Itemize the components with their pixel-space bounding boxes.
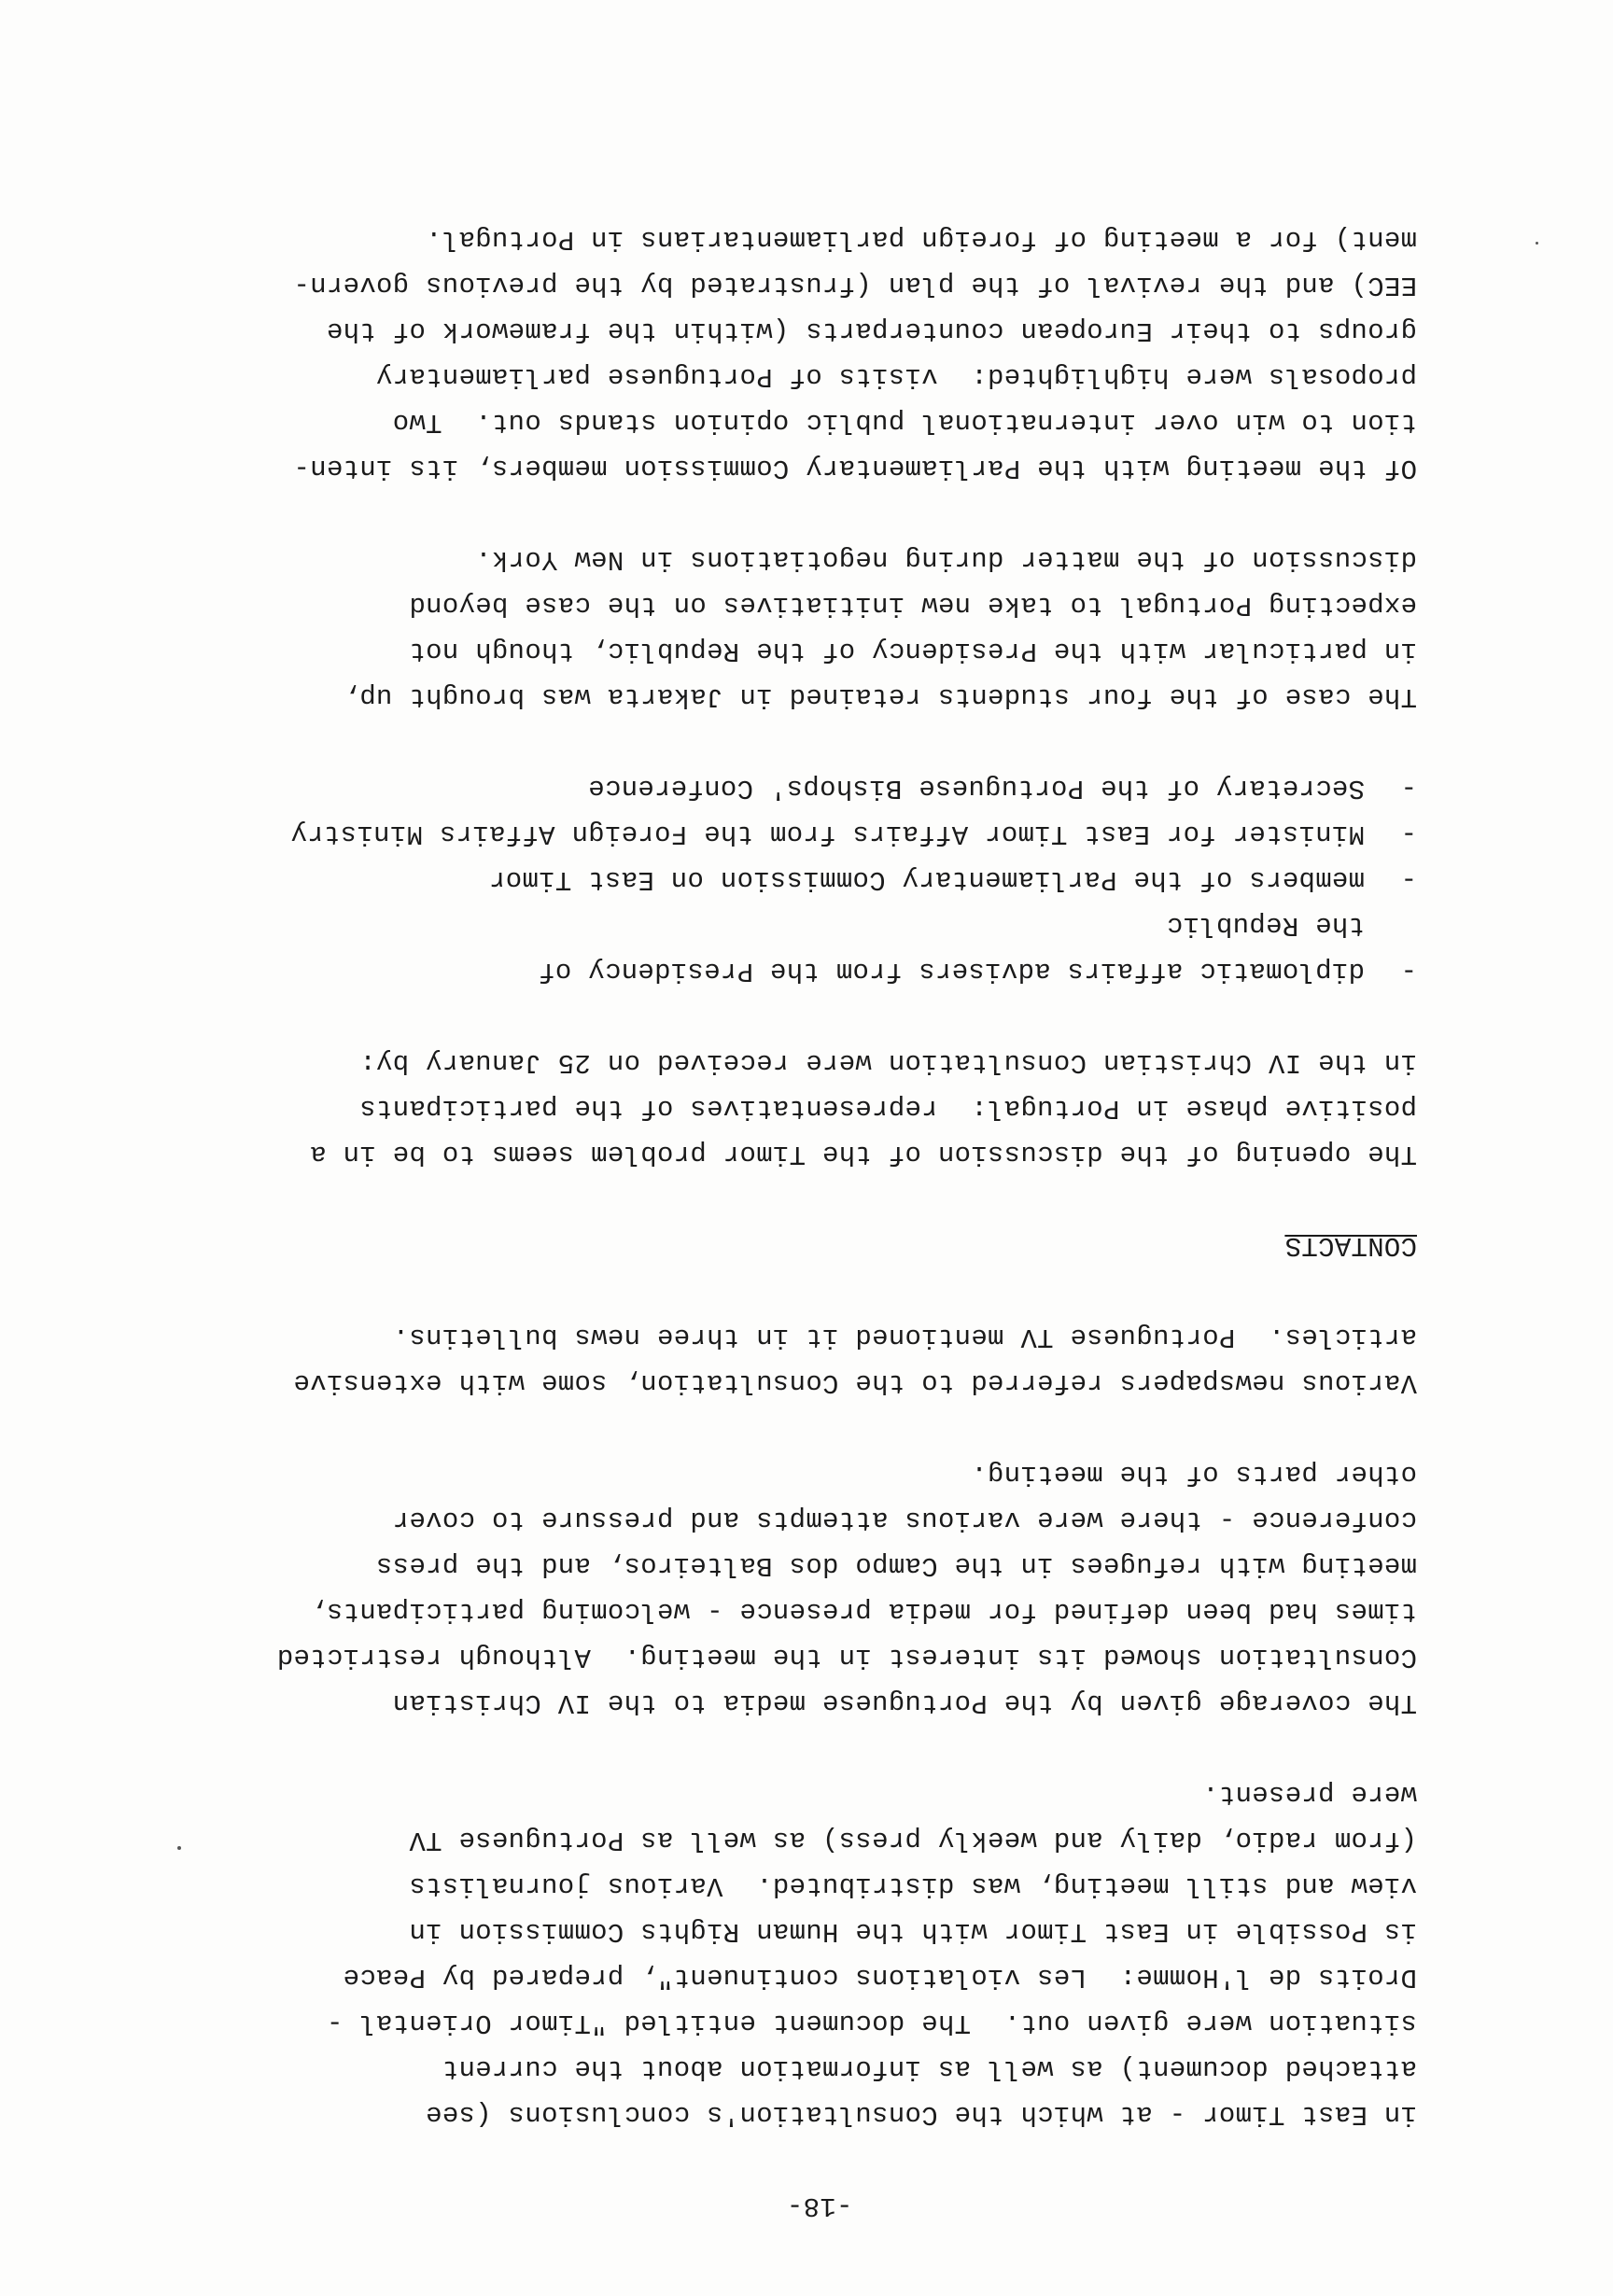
text-line: is Possible in East Timor with the Human Rights Commission in <box>409 1916 1417 1947</box>
text-line: articles. Portuguese TV mentioned it in three news bulletins. <box>392 1322 1417 1352</box>
section-heading: CONTACTS <box>1284 1230 1417 1261</box>
text-line: situation were given out. The document entitled "Timor Oriental - <box>326 2008 1417 2038</box>
bullet-dash: - <box>1400 819 1417 849</box>
page-number: -18- <box>786 2191 853 2221</box>
text-line: expecting Portugal to take new initiatives on the case beyond <box>409 590 1417 621</box>
list-item <box>110 811 1417 857</box>
paragraph <box>110 1040 1417 1177</box>
text-line: positive phase in Portugal: representatives of the participants <box>359 1093 1417 1124</box>
paragraph <box>110 217 1417 491</box>
text-line: The opening of the discussion of the Timor problem seems to be in a <box>309 1139 1417 1169</box>
list-item <box>110 857 1417 903</box>
text-line: view and still meeting, was distributed. Various journalists <box>409 1870 1417 1901</box>
text-line: members of the Parliamentary Commission on East Timor <box>488 864 1365 895</box>
bullet-dash: - <box>1400 956 1417 987</box>
scan-speck <box>1536 242 1538 245</box>
text-line: Of the meeting with the Parliamentary Commission members, its inten- <box>293 453 1417 483</box>
text-line: in East Timor - at which the Consultation's conclusions (see <box>425 2099 1417 2130</box>
text-line: Minister for East Timor Affairs from the Foreign Affairs Ministry <box>290 819 1365 849</box>
text-line: diplomatic affairs advisers from the Presidency of <box>538 956 1365 987</box>
bullet-dash: - <box>1400 773 1417 804</box>
text-line: ment) for a meeting of foreign parliamentarians in Portugal. <box>425 224 1417 255</box>
text-line: the Republic <box>1166 910 1365 941</box>
paragraph <box>110 1314 1417 1406</box>
scan-speck <box>177 1846 181 1850</box>
text-line: Various newspapers referred to the Consultation, some with extensive <box>293 1367 1417 1398</box>
text-line: tion to win over international public opinion stands out. Two <box>392 407 1417 438</box>
text-line: other parts of the meeting. <box>971 1459 1417 1490</box>
page-body <box>110 217 1417 2229</box>
list-item <box>110 903 1417 994</box>
paragraph <box>110 1771 1417 2137</box>
text-line: Droits de l'Homme: Les violations continuent", prepared by Peace <box>343 1962 1417 1993</box>
text-line: Consultation showed its interest in the meeting. Although restricted <box>276 1642 1417 1673</box>
text-line: in the IV Christian Consultation were received on 25 January by: <box>359 1047 1417 1078</box>
text-line: in particular with the Presidency of the Republic, though not <box>409 636 1417 666</box>
text-line: were present. <box>1201 1779 1417 1810</box>
text-line: meeting with refugees in the Campo dos Balteiros, and the press <box>375 1550 1417 1581</box>
text-line: Secretary of the Portuguese Bishops' Conference <box>587 773 1365 804</box>
text-line: proposals were highlighted: visits of Portuguese parliamentary <box>375 361 1417 392</box>
text-line: (from radio, daily and weekly press) as well as Portuguese TV <box>409 1825 1417 1855</box>
paragraph <box>110 1451 1417 1726</box>
text-line: attached document) as well as information about the current <box>442 2053 1417 2084</box>
text-line: The case of the four students retained in Jakarta was brought up, <box>343 681 1417 712</box>
bullet-dash: - <box>1400 864 1417 895</box>
text-line: times had been defined for media presence - welcoming participants, <box>309 1596 1417 1627</box>
text-line: groups to their European counterparts (within the framework of the <box>326 315 1417 346</box>
text-line: EEC) and the revival of the plan (frustrated by the previous govern- <box>293 270 1417 301</box>
contact-list <box>110 765 1417 994</box>
paragraph <box>110 537 1417 720</box>
text-line: The coverage given by the Portuguese media to the IV Christian <box>392 1687 1417 1718</box>
text-line: conference - there were various attempts and pressure to cover <box>392 1505 1417 1535</box>
text-line: discussion of the matter during negotiations in New York. <box>474 544 1417 575</box>
list-item <box>110 765 1417 811</box>
